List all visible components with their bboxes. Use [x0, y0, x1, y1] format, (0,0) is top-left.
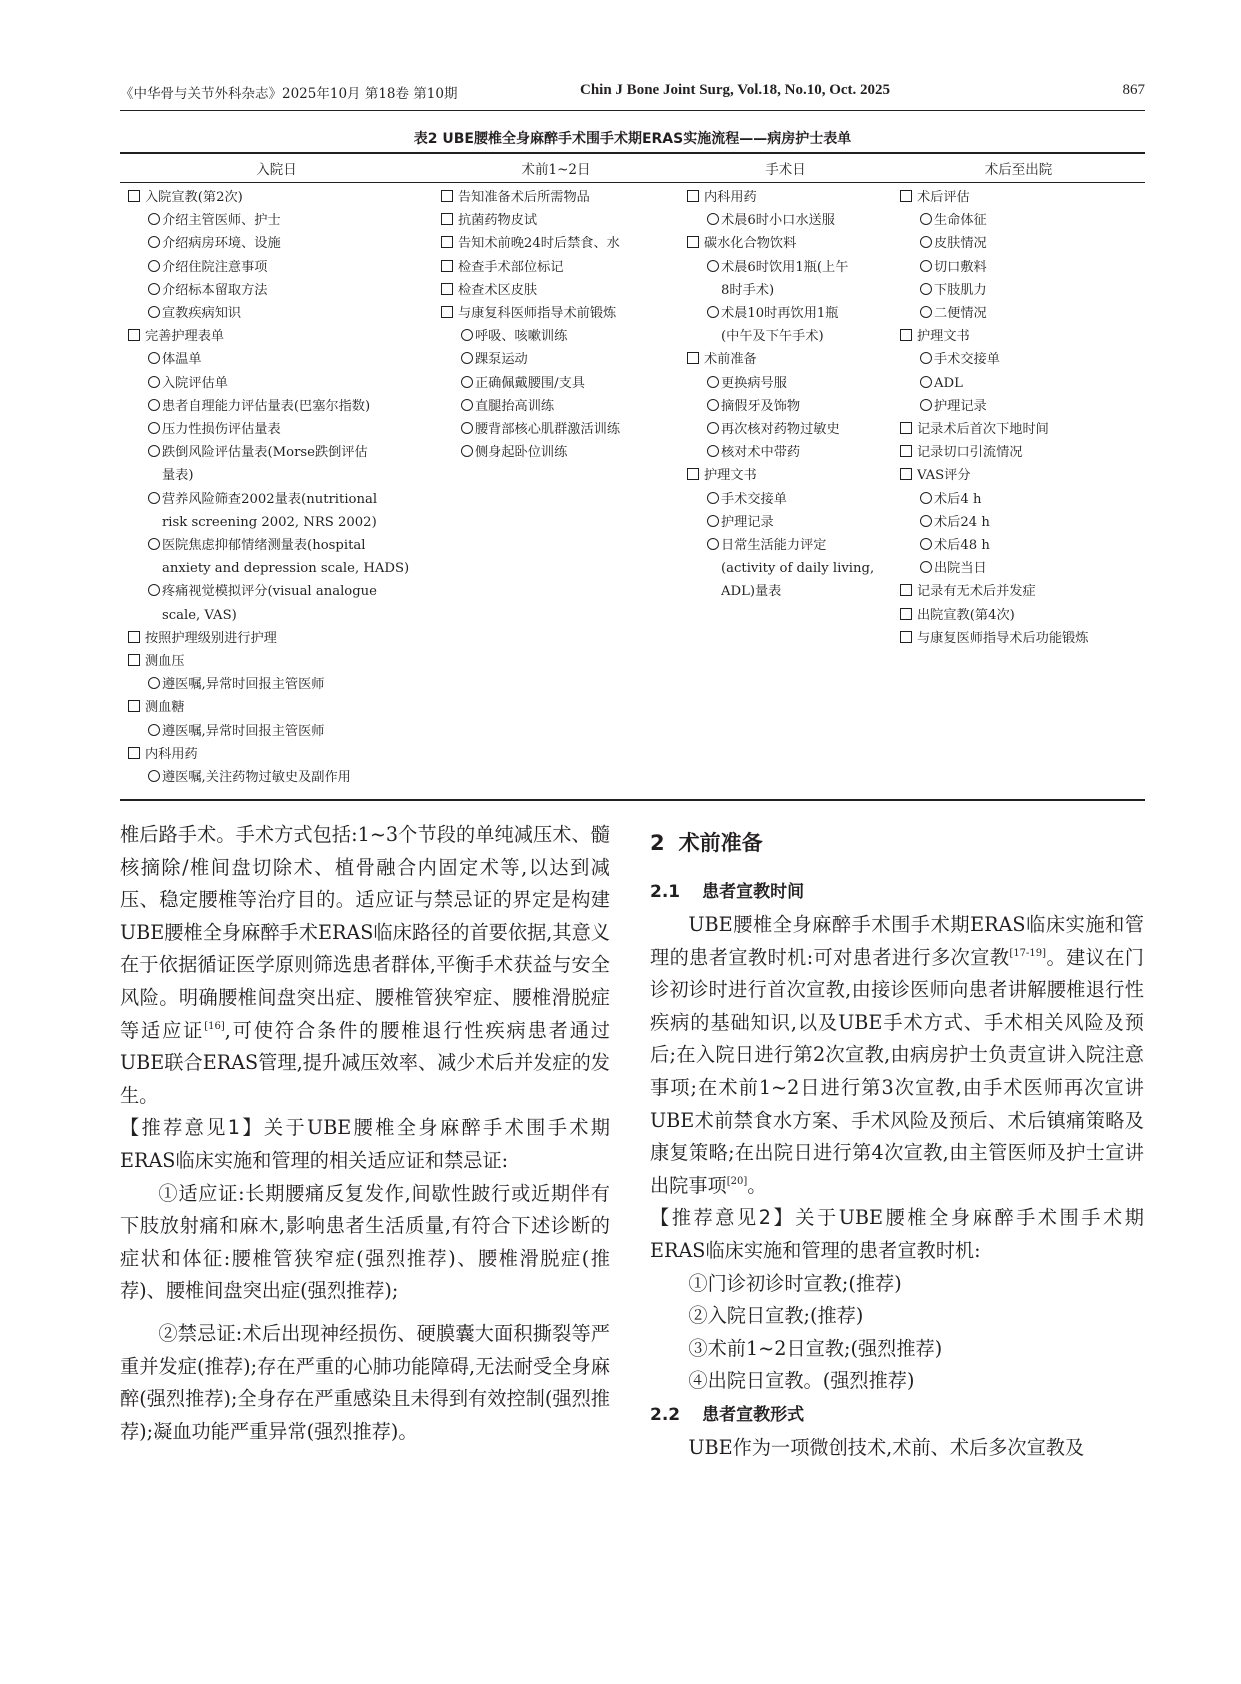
indication-paragraph: ①适应证:长期腰痛反复发作,间歇性跛行或近期伴有下肢放射痛和麻木,影响患者生活质量,有符合下述诊断的症状和体征:腰椎管狭窄症(强烈推荐)、腰椎滑脱症(推荐)、腰椎间盘突出症(强烈推荐);	[120, 1181, 610, 1303]
table-item-text: 体温单	[162, 352, 202, 368]
checkbox-icon	[441, 306, 453, 318]
table-item	[892, 232, 1145, 255]
table-item	[120, 766, 433, 789]
checkbox-icon	[687, 190, 699, 202]
checkbox-icon	[441, 190, 453, 202]
checkbox-icon	[900, 190, 912, 202]
circle-icon	[920, 213, 932, 225]
table-item	[433, 372, 679, 395]
table-item	[120, 743, 433, 766]
table-item-text: 医院焦虑抑郁情绪测量表(hospital	[162, 538, 366, 554]
table-item	[433, 325, 679, 348]
circle-icon	[148, 445, 160, 457]
table-item-text: 患者自理能力评估量表(巴塞尔指数)	[162, 398, 371, 414]
column-header-admission: 入院日	[256, 162, 297, 178]
table-item-text: 碳水化合物饮料	[704, 236, 797, 252]
circle-icon	[148, 376, 160, 388]
circle-icon	[707, 260, 719, 272]
table-item-text: 切口敷料	[934, 259, 987, 275]
table-header	[120, 154, 1145, 182]
table-item-text: 术后24 h	[934, 514, 990, 530]
list-item: ④出院日宣教。(强烈推荐)	[688, 1369, 915, 1393]
table-item	[679, 488, 892, 511]
checkbox-icon	[900, 608, 912, 620]
circle-icon	[148, 492, 160, 504]
circle-icon	[707, 515, 719, 527]
table-item	[120, 209, 433, 232]
table-item	[120, 534, 433, 557]
recommendation-1: 【推荐意见1】关于UBE腰椎全身麻醉手术围手术期ERAS临床实施和管理的相关适应证和禁忌证:	[120, 1116, 610, 1172]
checkbox-icon	[900, 422, 912, 434]
checkbox-icon	[128, 190, 140, 202]
left-text-column	[120, 819, 610, 1448]
circle-icon	[148, 352, 160, 364]
circle-icon	[920, 352, 932, 364]
table-item-text: 腰背部核心肌群激活训练	[475, 422, 621, 438]
table-item	[120, 441, 433, 464]
table-item	[679, 395, 892, 418]
table-item-text: ADL)量表	[721, 584, 782, 600]
circle-icon	[707, 538, 719, 550]
circle-icon	[148, 584, 160, 596]
table-item-text: 告知准备术后所需物品	[458, 190, 590, 205]
circle-icon	[148, 770, 160, 782]
page-number: 867	[1122, 82, 1145, 98]
circle-icon	[920, 283, 932, 295]
table-item-text: 告知术前晚24时后禁食、水	[458, 236, 620, 252]
table-item	[433, 186, 679, 209]
table-item-text: 压力性损伤评估量表	[162, 422, 281, 438]
table-item	[679, 232, 892, 255]
table-item-text: 呼吸、咳嗽训练	[475, 329, 568, 345]
table-item-text: risk screening 2002, NRS 2002)	[162, 514, 377, 530]
circle-icon	[707, 445, 719, 457]
table-item-text: 介绍住院注意事项	[162, 259, 268, 275]
table-item-text: 术后48 h	[934, 538, 990, 554]
citation: [16]	[204, 1020, 225, 1032]
table-item	[120, 464, 433, 487]
table-column-postop	[892, 186, 1145, 794]
column-header-preop: 术前1~2日	[521, 162, 591, 178]
checkbox-icon	[687, 352, 699, 364]
table-item	[120, 418, 433, 441]
journal-title-en: Chin J Bone Joint Surg, Vol.18, No.10, Oct. 2025	[580, 82, 891, 98]
table-item-text: 术前准备	[704, 352, 757, 368]
circle-icon	[920, 399, 932, 411]
table-item	[120, 395, 433, 418]
table-item	[120, 488, 433, 511]
table-item	[120, 232, 433, 255]
table-item-text: 二便情况	[934, 306, 987, 322]
circle-icon	[920, 236, 932, 248]
table-item-text: 出院当日	[934, 561, 987, 577]
recommendation-title: 【推荐意见1】	[120, 1116, 264, 1140]
circle-icon	[461, 352, 473, 364]
table-item	[892, 511, 1145, 534]
table-item-text: 检查术区皮肤	[458, 282, 538, 298]
table-item-text: 营养风险筛查2002量表(nutritional	[162, 491, 378, 507]
table-item-text: 日常生活能力评定	[721, 538, 827, 554]
table-item	[433, 395, 679, 418]
table-item-text: 护理文书	[917, 329, 970, 345]
table-caption: 表2 UBE腰椎全身麻醉手术围手术期ERAS实施流程——病房护士表单	[413, 131, 852, 147]
circle-icon	[707, 399, 719, 411]
table-item	[892, 302, 1145, 325]
checkbox-icon	[900, 445, 912, 457]
checkbox-icon	[900, 584, 912, 596]
table-item	[892, 464, 1145, 487]
table-item-text: 生命体征	[934, 213, 987, 229]
circle-icon	[461, 422, 473, 434]
table-item-text: 护理文书	[704, 468, 757, 484]
circle-icon	[707, 213, 719, 225]
table-column-preop	[433, 186, 679, 794]
table-item	[433, 209, 679, 232]
table-item-text: 直腿抬高训练	[475, 398, 555, 414]
table-item-text: 术晨10时再饮用1瓶	[721, 306, 839, 322]
table-item-text: 皮肤情况	[934, 236, 987, 252]
table-item	[120, 650, 433, 673]
table-item	[679, 418, 892, 441]
checkbox-icon	[441, 213, 453, 225]
paragraph: UBE腰椎全身麻醉手术围手术期ERAS临床实施和管理的患者宣教时机:可对患者进行多次宣教[17-19]。建议在门诊初诊时进行首次宣教,由接诊医师向患者讲解腰椎退行性疾病的基础知识,以及UBE手术方式、手术相关风险及预后;在入院日进行第2次宣教,由病房护士负责宣讲入院注意事项;在术前1~2日进行第3次宣教,由手术医师再次宣讲UBE术前禁食水方案、手术风险及预后、术后镇痛策略及康复策略;在出院日进行第4次宣教,由主管医师及护士宣讲出院事项[20]。	[650, 913, 1144, 1197]
checkbox-icon	[687, 236, 699, 248]
table-item-text: 完善护理表单	[145, 329, 225, 345]
list-item: ①门诊初诊时宣教;(推荐)	[688, 1271, 902, 1295]
table-item	[679, 511, 892, 534]
table-column-surgery-day	[679, 186, 892, 794]
circle-icon	[461, 445, 473, 457]
table-item	[120, 604, 433, 627]
table-item	[679, 209, 892, 232]
circle-icon	[707, 306, 719, 318]
table-item	[892, 325, 1145, 348]
table-item	[433, 418, 679, 441]
table-item-text: 介绍主管医师、护士	[162, 213, 281, 229]
table-item	[120, 557, 433, 580]
checkbox-icon	[128, 700, 140, 712]
table-item	[892, 627, 1145, 650]
citation: [20]	[726, 1175, 748, 1187]
table-item-text: 护理记录	[934, 398, 987, 414]
table-item-text: 正确佩戴腰围/支具	[475, 375, 585, 391]
table-item	[120, 186, 433, 209]
table-item	[120, 627, 433, 650]
table-item	[679, 464, 892, 487]
table-item	[433, 348, 679, 371]
table-item	[892, 256, 1145, 279]
circle-icon	[148, 399, 160, 411]
circle-icon	[707, 376, 719, 388]
table-item-text: 内科用药	[145, 746, 198, 762]
list-item: ②入院日宣教;(推荐)	[688, 1304, 864, 1328]
table-item	[433, 302, 679, 325]
circle-icon	[148, 677, 160, 689]
circle-icon	[920, 260, 932, 272]
circle-icon	[148, 283, 160, 295]
table-item-text: 术晨6时小口水送服	[721, 213, 835, 229]
table-item	[120, 325, 433, 348]
table-item	[679, 580, 892, 603]
table-item-text: 按照护理级别进行护理	[145, 630, 277, 646]
table-item	[679, 302, 892, 325]
table-item	[679, 279, 892, 302]
citation: [17-19]	[1009, 947, 1047, 959]
right-text-column	[650, 827, 1144, 1465]
table-item-text: 遵医嘱,异常时回报主管医师	[162, 723, 325, 739]
circle-icon	[920, 561, 932, 573]
table-item-text: 入院宣教(第2次)	[145, 190, 243, 205]
table-item	[120, 696, 433, 719]
table-item-text: 遵医嘱,关注药物过敏史及副作用	[162, 770, 351, 786]
circle-icon	[461, 376, 473, 388]
table-item-text: 手术交接单	[721, 491, 787, 507]
table-item-text: (中午及下午手术)	[721, 329, 824, 345]
table-item-text: 护理记录	[721, 514, 774, 530]
table-item-text: 手术交接单	[934, 352, 1000, 368]
table-item-text: 疼痛视觉模拟评分(visual analogue	[162, 584, 377, 600]
table-item	[120, 302, 433, 325]
table-item-text: 记录切口引流情况	[917, 445, 1023, 461]
checkbox-icon	[900, 631, 912, 643]
table-item	[433, 279, 679, 302]
contraindication-paragraph: ②禁忌证:术后出现神经损伤、硬膜囊大面积撕裂等严重并发症(推荐);存在严重的心肺功能障碍,无法耐受全身麻醉(强烈推荐);全身存在严重感染且未得到有效控制(强烈推荐);凝血功能严重异常(强烈推荐)。	[120, 1321, 610, 1443]
table-item	[892, 372, 1145, 395]
table-item	[892, 418, 1145, 441]
table-item	[120, 720, 433, 743]
table-item	[892, 488, 1145, 511]
table-item-text: VAS评分	[917, 468, 971, 484]
journal-title-cn: 《中华骨与关节外科杂志》2025年10月 第18卷 第10期	[120, 86, 458, 102]
table-item-text: 术后4 h	[934, 491, 982, 507]
circle-icon	[920, 306, 932, 318]
table-item	[679, 534, 892, 557]
table-item	[892, 279, 1145, 302]
table-item-text: 记录术后首次下地时间	[917, 422, 1049, 438]
checkbox-icon	[441, 283, 453, 295]
table-item-text: 测血糖	[145, 700, 185, 716]
circle-icon	[707, 492, 719, 504]
table-item-text: scale, VAS)	[162, 607, 237, 623]
recommendation-title: 【推荐意见2】	[650, 1206, 796, 1230]
table-item-text: 再次核对药物过敏史	[721, 422, 840, 438]
table-item	[120, 580, 433, 603]
table-item	[892, 209, 1145, 232]
circle-icon	[920, 376, 932, 388]
table-item-text: 8时手术)	[721, 282, 775, 298]
table-item	[679, 186, 892, 209]
checkbox-icon	[128, 747, 140, 759]
table-item	[679, 441, 892, 464]
table-item	[892, 534, 1145, 557]
circle-icon	[148, 236, 160, 248]
table-item-text: 入院评估单	[162, 375, 228, 391]
circle-icon	[148, 260, 160, 272]
checkbox-icon	[128, 631, 140, 643]
table-item-text: 跌倒风险评估量表(Morse跌倒评估	[162, 445, 368, 461]
table-item-text: 摘假牙及饰物	[721, 398, 801, 414]
circle-icon	[148, 538, 160, 550]
column-header-postop: 术后至出院	[984, 162, 1053, 178]
paragraph: 椎后路手术。手术方式包括:1~3个节段的单纯减压术、髓核摘除/椎间盘切除术、植骨融合内固定术等,以达到减压、稳定腰椎等治疗目的。适应证与禁忌证的界定是构建UBE腰椎全身麻醉手术ERAS临床路径的首要依据,其意义在于依据循证医学原则筛选患者群体,平衡手术获益与安全风险。明确腰椎间盘突出症、腰椎管狭窄症、腰椎滑脱症等适应证[16],可使符合条件的腰椎退行性疾病患者通过UBE联合ERAS管理,提升减压效率、减少术后并发症的发生。	[120, 823, 610, 1107]
circle-icon	[148, 213, 160, 225]
table-item-text: 抗菌药物皮试	[458, 213, 538, 229]
checkbox-icon	[128, 654, 140, 666]
table-item-text: 内科用药	[704, 190, 757, 205]
table-item-text: 核对术中带药	[721, 445, 801, 461]
table-item-text: 踝泵运动	[475, 352, 528, 368]
table-column-admission	[120, 186, 433, 794]
circle-icon	[920, 492, 932, 504]
table-item-text: anxiety and depression scale, HADS)	[162, 561, 410, 577]
table-item	[120, 673, 433, 696]
subsection-heading: 2.1 患者宣教时间	[650, 882, 805, 902]
table-item	[892, 604, 1145, 627]
recommendation-2: 【推荐意见2】关于UBE腰椎全身麻醉手术围手术期ERAS临床实施和管理的患者宣教时机:	[650, 1206, 1144, 1262]
circle-icon	[148, 724, 160, 736]
table-item	[433, 256, 679, 279]
table-item	[120, 511, 433, 534]
circle-icon	[707, 422, 719, 434]
checkbox-icon	[687, 468, 699, 480]
table-item	[120, 372, 433, 395]
checkbox-icon	[900, 468, 912, 480]
circle-icon	[920, 538, 932, 550]
table-item-text: 出院宣教(第4次)	[917, 607, 1015, 623]
table-item-text: 记录有无术后并发症	[917, 584, 1036, 600]
header-rule	[120, 110, 1145, 111]
circle-icon	[148, 422, 160, 434]
eras-table	[120, 152, 1145, 794]
table-body	[120, 183, 1145, 794]
table-item-text: 宣教疾病知识	[162, 306, 242, 322]
table-item-text: 测血压	[145, 654, 185, 670]
table-item	[892, 441, 1145, 464]
table-item	[433, 441, 679, 464]
table-item	[892, 186, 1145, 209]
checkbox-icon	[900, 329, 912, 341]
circle-icon	[920, 515, 932, 527]
table-item-text: 下肢肌力	[934, 282, 987, 298]
table-item	[679, 348, 892, 371]
table-item-text: 更换病号服	[721, 375, 787, 391]
table-item	[120, 348, 433, 371]
table-item-text: 术后评估	[917, 190, 970, 205]
table-item-text: 检查手术部位标记	[458, 259, 564, 275]
checkbox-icon	[128, 329, 140, 341]
table-item	[679, 256, 892, 279]
list-item: ③术前1~2日宣教;(强烈推荐)	[688, 1336, 943, 1360]
section-heading: 2 术前准备	[650, 831, 763, 855]
circle-icon	[461, 329, 473, 341]
table-item	[120, 279, 433, 302]
table-item-text: 侧身起卧位训练	[475, 445, 568, 461]
circle-icon	[461, 399, 473, 411]
table-item-text: 量表)	[162, 468, 194, 484]
table-bottom-rule	[120, 799, 1145, 801]
table-item-text: 与康复医师指导术后功能锻炼	[917, 630, 1089, 646]
table-item-text: 介绍病房环境、设施	[162, 236, 281, 252]
table-item-text: 介绍标本留取方法	[162, 282, 268, 298]
table-item-text: 术晨6时饮用1瓶(上午	[721, 259, 849, 275]
table-item	[892, 395, 1145, 418]
paragraph: UBE作为一项微创技术,术前、术后多次宣教及	[688, 1435, 1085, 1459]
table-item	[892, 348, 1145, 371]
table-item	[679, 325, 892, 348]
column-header-surgery-day: 手术日	[765, 162, 806, 178]
running-header	[120, 82, 1145, 104]
table-item-text: (activity of daily living,	[721, 561, 875, 577]
subsection-heading: 2.2 患者宣教形式	[650, 1404, 805, 1425]
table-item	[892, 557, 1145, 580]
table-item	[679, 557, 892, 580]
checkbox-icon	[441, 260, 453, 272]
circle-icon	[148, 306, 160, 318]
table-item	[120, 256, 433, 279]
checkbox-icon	[441, 236, 453, 248]
table-item	[679, 372, 892, 395]
table-item-text: ADL	[934, 375, 963, 391]
table-item-text: 与康复科医师指导术前锻炼	[458, 306, 617, 322]
table-item	[433, 232, 679, 255]
table-item-text: 遵医嘱,异常时回报主管医师	[162, 677, 325, 693]
table-item	[892, 580, 1145, 603]
